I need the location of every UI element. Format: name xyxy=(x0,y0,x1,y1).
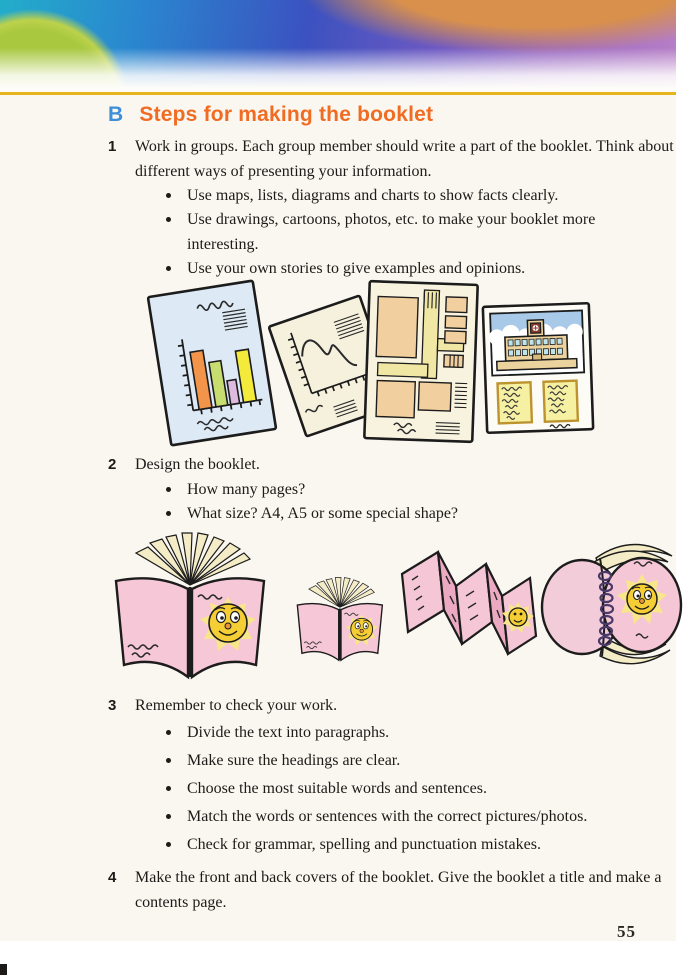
step-4-number: 4 xyxy=(108,869,117,886)
step-2-text: Design the booklet. xyxy=(135,456,260,473)
step-1 xyxy=(108,134,680,184)
section-label: B xyxy=(108,103,124,126)
caption-box-left xyxy=(498,382,532,423)
floor-plan-map-page-illustration xyxy=(361,278,481,445)
bar-chart-page-illustration xyxy=(144,277,279,449)
step-1-number: 1 xyxy=(108,138,117,155)
step-2-number: 2 xyxy=(108,456,117,473)
step-1-text: Work in groups. Each group member should write a part of the booklet. Think about different ways of presenting your information. xyxy=(135,138,674,180)
a4-open-booklet-illustration xyxy=(98,527,286,687)
zigzag-panels xyxy=(402,552,536,654)
section-heading xyxy=(108,103,433,127)
step-2 xyxy=(108,452,680,477)
round-spiral-booklet-illustration xyxy=(538,528,690,680)
left-cover xyxy=(116,578,188,677)
step-1-bullet-1: Use maps, lists, diagrams and charts to show facts clearly. xyxy=(166,183,667,208)
entrance xyxy=(533,354,542,360)
page-title: Steps for making the booklet xyxy=(139,103,434,126)
step-3-bullet-4: Match the words or sentences with the correct pictures/photos. xyxy=(166,804,667,829)
bullet-dot xyxy=(166,786,171,791)
step-4-text: Make the front and back covers of the booklet. Give the booklet a title and make a contents page. xyxy=(135,869,662,911)
bullet-dot xyxy=(166,730,171,735)
accordion-fold-booklet-illustration xyxy=(390,540,540,682)
bullet-dot xyxy=(166,266,171,271)
bullet-dot xyxy=(166,511,171,516)
bullet-dot xyxy=(166,217,171,222)
step-2-bullet-2: What size? A4, A5 or some special shape? xyxy=(166,501,667,526)
a5-open-booklet-illustration xyxy=(287,558,395,682)
step-3-bullet-3: Choose the most suitable words and sentences. xyxy=(166,776,667,801)
bullet-dot xyxy=(166,487,171,492)
step-3-number: 3 xyxy=(108,697,117,714)
step-3-bullet-2: Make sure the headings are clear. xyxy=(166,748,667,773)
bullet-dot xyxy=(166,758,171,763)
building-picture-page-illustration xyxy=(480,300,597,436)
step-1-bullet-2: Use drawings, cartoons, photos, etc. to make your booklet more interesting. xyxy=(166,207,663,257)
step-3-text: Remember to check your work. xyxy=(135,697,338,714)
gold-divider-rule xyxy=(0,92,676,95)
bullet-dot xyxy=(166,842,171,847)
step-4 xyxy=(108,865,680,915)
caption-box-right xyxy=(543,381,577,422)
step-1-bullet-3: Use your own stories to give examples and opinions. xyxy=(166,256,667,281)
decorative-gradient-banner xyxy=(0,0,676,92)
step-3 xyxy=(108,693,680,718)
school-picture xyxy=(488,310,584,375)
scan-edge-mark xyxy=(0,964,7,975)
step-3-bullet-5: Check for grammar, spelling and punctuation mistakes. xyxy=(166,832,667,857)
fanned-pages xyxy=(136,533,250,585)
step-2-bullet-1: How many pages? xyxy=(166,477,667,502)
step-3-bullet-1: Divide the text into paragraphs. xyxy=(166,720,667,745)
bullet-dot xyxy=(166,814,171,819)
bullet-dot xyxy=(166,193,171,198)
page-number: 55 xyxy=(617,922,636,941)
